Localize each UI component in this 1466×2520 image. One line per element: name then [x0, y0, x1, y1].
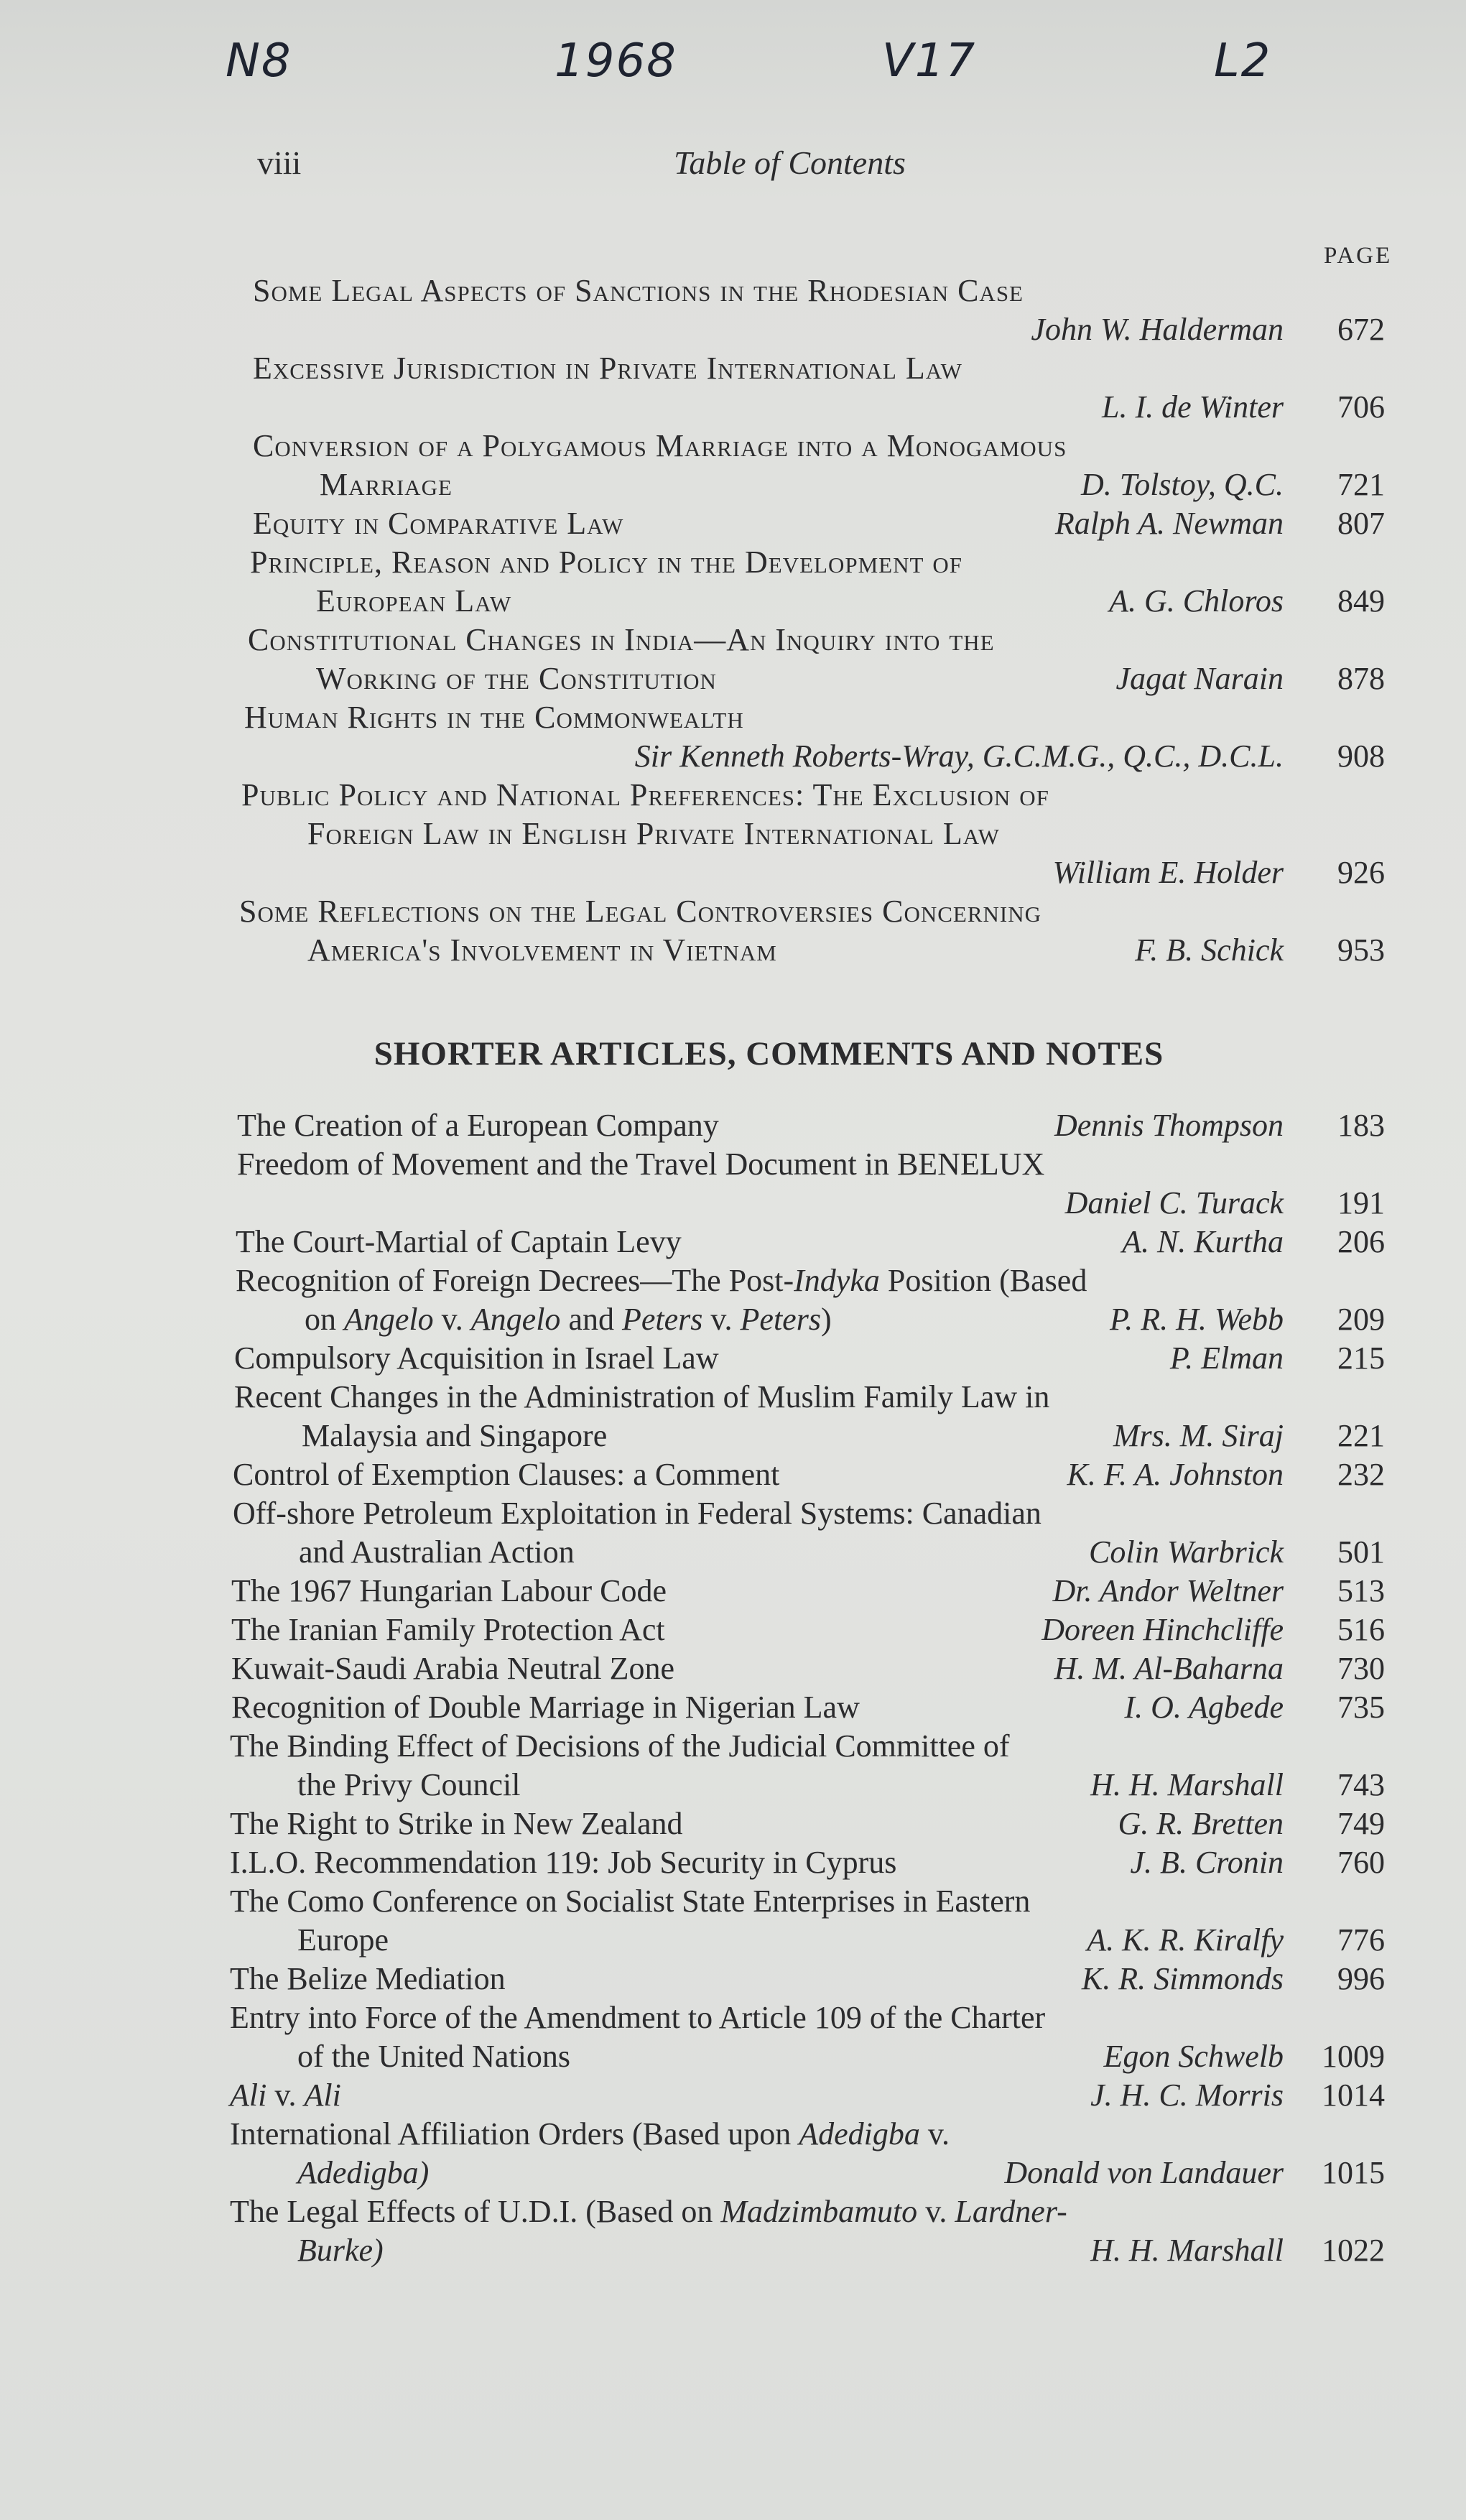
note-title: International Affiliation Orders (Based upon Adedigba v.	[230, 2116, 950, 2151]
note-author: J. H. C. Morris	[1090, 2077, 1284, 2113]
note-page: 1009	[1322, 2039, 1385, 2074]
note-page: 1022	[1322, 2233, 1385, 2268]
note-page: 209	[1337, 1302, 1385, 1337]
note-author: H. M. Al-Baharna	[1054, 1651, 1284, 1686]
note-entry	[0, 1378, 1466, 1455]
note-entry	[0, 1455, 1466, 1494]
note-page: 183	[1337, 1108, 1385, 1143]
article-page: 953	[1337, 932, 1385, 968]
article-page: 926	[1337, 855, 1385, 890]
article-page: 706	[1337, 389, 1385, 425]
article-author: Sir Kenneth Roberts-Wray, G.C.M.G., Q.C., D.C.L.	[634, 738, 1284, 774]
article-author: John W. Halderman	[1031, 312, 1284, 347]
article-title: Human Rights in the Commonwealth	[244, 700, 744, 735]
handwritten-note-4: L2	[1214, 34, 1272, 88]
note-author: P. R. H. Webb	[1110, 1302, 1284, 1337]
note-entry	[0, 1998, 1466, 2076]
note-entry	[0, 1805, 1466, 1843]
article-entry	[0, 698, 1466, 776]
note-entry	[0, 1106, 1466, 1145]
note-entry	[0, 1223, 1466, 1261]
note-title: The Right to Strike in New Zealand	[230, 1806, 683, 1841]
note-page: 743	[1337, 1767, 1385, 1802]
note-author: P. Elman	[1169, 1340, 1284, 1376]
note-entry	[0, 1494, 1466, 1572]
section-heading: SHORTER ARTICLES, COMMENTS AND NOTES	[374, 1035, 1164, 1073]
note-title-cont: on Angelo v. Angelo and Peters v. Peters)	[305, 1302, 832, 1337]
note-entry	[0, 1261, 1466, 1339]
note-entry	[0, 1339, 1466, 1378]
article-author: D. Tolstoy, Q.C.	[1080, 467, 1284, 502]
note-author: Dr. Andor Weltner	[1052, 1573, 1284, 1608]
note-title-cont: Europe	[297, 1922, 389, 1958]
note-title: The Binding Effect of Decisions of the Judicial Committee of	[230, 1728, 1010, 1764]
note-author: G. R. Bretten	[1118, 1806, 1284, 1841]
article-title: Some Legal Aspects of Sanctions in the Rhodesian Case	[253, 273, 1024, 308]
shorter-articles-list	[0, 1106, 1466, 2270]
article-title-cont: America's Involvement in Vietnam	[307, 932, 777, 968]
note-title: Recent Changes in the Administration of Muslim Family Law in	[234, 1379, 1050, 1414]
handwritten-note-1: N8	[226, 34, 292, 88]
note-page: 513	[1337, 1573, 1385, 1608]
note-title-cont: Malaysia and Singapore	[302, 1418, 608, 1453]
note-title: Recognition of Foreign Decrees—The Post-Indyka Position (Based	[236, 1263, 1087, 1298]
article-title-cont: Working of the Constitution	[316, 661, 717, 696]
note-title-cont: Adedigba)	[297, 2155, 430, 2190]
article-title: Some Reflections on the Legal Controversies Concerning	[239, 894, 1042, 929]
article-title: Public Policy and National Preferences: The Exclusion of	[241, 777, 1049, 812]
note-entry	[0, 1611, 1466, 1649]
article-entry	[0, 272, 1466, 349]
article-title: Principle, Reason and Policy in the Development of	[250, 545, 963, 580]
article-title-cont: Marriage	[320, 467, 453, 502]
article-author: F. B. Schick	[1135, 932, 1284, 968]
note-author: Daniel C. Turack	[1064, 1185, 1284, 1220]
article-page: 672	[1337, 312, 1385, 347]
note-entry	[0, 1572, 1466, 1611]
note-page: 191	[1337, 1185, 1385, 1220]
article-entry	[0, 543, 1466, 621]
note-page: 501	[1337, 1534, 1385, 1570]
article-entry	[0, 504, 1466, 543]
note-entry	[0, 1882, 1466, 1960]
note-title: The Iranian Family Protection Act	[231, 1612, 665, 1647]
note-page: 760	[1337, 1845, 1385, 1880]
note-title: Ali v. Ali	[230, 2077, 341, 2113]
note-page: 730	[1337, 1651, 1385, 1686]
note-title: Freedom of Movement and the Travel Document in BENELUX	[237, 1146, 1045, 1182]
note-title-cont: the Privy Council	[297, 1767, 521, 1802]
folio: viii	[257, 144, 302, 181]
note-entry	[0, 1145, 1466, 1223]
note-title: Off-shore Petroleum Exploitation in Federal Systems: Canadian	[233, 1496, 1041, 1531]
note-entry	[0, 1960, 1466, 1998]
note-author: H. H. Marshall	[1090, 2233, 1284, 2268]
note-page: 735	[1337, 1690, 1385, 1725]
note-page: 749	[1337, 1806, 1385, 1841]
note-page: 232	[1337, 1457, 1385, 1492]
note-author: H. H. Marshall	[1090, 1767, 1284, 1802]
note-author: I. O. Agbede	[1124, 1690, 1284, 1725]
note-author: K. F. A. Johnston	[1067, 1457, 1284, 1492]
note-page: 221	[1337, 1418, 1385, 1453]
note-author: Egon Schwelb	[1103, 2039, 1284, 2074]
article-page: 908	[1337, 738, 1385, 774]
note-author: A. K. R. Kiralfy	[1087, 1922, 1284, 1958]
note-title-cont: Burke)	[297, 2233, 384, 2268]
article-entry	[0, 427, 1466, 504]
note-author: Doreen Hinchcliffe	[1041, 1612, 1284, 1647]
note-entry	[0, 1688, 1466, 1727]
article-entry	[0, 621, 1466, 698]
note-title-cont: of the United Nations	[297, 2039, 571, 2074]
note-entry	[0, 1727, 1466, 1805]
article-entry	[0, 349, 1466, 427]
note-title: The Court-Martial of Captain Levy	[236, 1224, 682, 1259]
note-title-cont: and Australian Action	[299, 1534, 575, 1570]
running-head-title: Table of Contents	[674, 144, 906, 181]
article-title: Conversion of a Polygamous Marriage into a Monogamous	[253, 428, 1067, 463]
handwritten-note-2: 1968	[555, 34, 677, 88]
handwritten-note-3: V17	[882, 34, 977, 88]
article-author: A. G. Chloros	[1109, 583, 1284, 619]
note-title: The Belize Mediation	[230, 1961, 506, 1996]
article-title: Constitutional Changes in India—An Inquiry into the	[248, 622, 995, 657]
note-author: J. B. Cronin	[1130, 1845, 1284, 1880]
note-entry	[0, 2115, 1466, 2192]
note-author: Mrs. M. Siraj	[1113, 1418, 1284, 1453]
article-author: L. I. de Winter	[1102, 389, 1284, 425]
note-page: 776	[1337, 1922, 1385, 1958]
note-entry	[0, 2076, 1466, 2115]
article-page: 878	[1337, 661, 1385, 696]
running-head	[257, 144, 1466, 187]
note-title: Compulsory Acquisition in Israel Law	[234, 1340, 719, 1376]
article-title-cont: European Law	[316, 583, 512, 619]
article-page: 721	[1337, 467, 1385, 502]
note-page: 1015	[1322, 2155, 1385, 2190]
note-author: A. N. Kurtha	[1122, 1224, 1284, 1259]
note-author: Colin Warbrick	[1089, 1534, 1284, 1570]
note-page: 206	[1337, 1224, 1385, 1259]
note-title: Control of Exemption Clauses: a Comment	[233, 1457, 780, 1492]
note-page: 1014	[1322, 2077, 1385, 2113]
note-title: The Legal Effects of U.D.I. (Based on Madzimbamuto v. Lardner-	[230, 2194, 1067, 2229]
article-page: 807	[1337, 506, 1385, 541]
note-title: Kuwait-Saudi Arabia Neutral Zone	[231, 1651, 675, 1686]
note-page: 215	[1337, 1340, 1385, 1376]
article-author: William E. Holder	[1052, 855, 1284, 890]
page-column-label: PAGE	[1324, 243, 1393, 269]
article-title: Excessive Jurisdiction in Private International Law	[253, 351, 962, 386]
note-title: The 1967 Hungarian Labour Code	[231, 1573, 667, 1608]
note-title: I.L.O. Recommendation 119: Job Security in Cyprus	[230, 1845, 897, 1880]
article-author: Jagat Narain	[1115, 661, 1284, 696]
note-entry	[0, 1843, 1466, 1882]
note-title: The Como Conference on Socialist State Enterprises in Eastern	[230, 1884, 1031, 1919]
article-title-cont: Foreign Law in English Private International Law	[307, 816, 1000, 851]
note-title: Entry into Force of the Amendment to Article 109 of the Charter	[230, 2000, 1046, 2035]
note-page: 516	[1337, 1612, 1385, 1647]
note-entry	[0, 1649, 1466, 1688]
note-author: K. R. Simmonds	[1081, 1961, 1284, 1996]
note-author: Donald von Landauer	[1004, 2155, 1284, 2190]
note-page: 996	[1337, 1961, 1385, 1996]
article-page: 849	[1337, 583, 1385, 619]
article-entry	[0, 776, 1466, 892]
article-entry	[0, 892, 1466, 970]
article-author: Ralph A. Newman	[1054, 506, 1284, 541]
note-title: Recognition of Double Marriage in Nigerian Law	[231, 1690, 860, 1725]
articles-list	[0, 272, 1466, 970]
note-author: Dennis Thompson	[1054, 1108, 1284, 1143]
note-entry	[0, 2192, 1466, 2270]
note-title: The Creation of a European Company	[237, 1108, 719, 1143]
article-title: Equity in Comparative Law	[253, 506, 624, 541]
